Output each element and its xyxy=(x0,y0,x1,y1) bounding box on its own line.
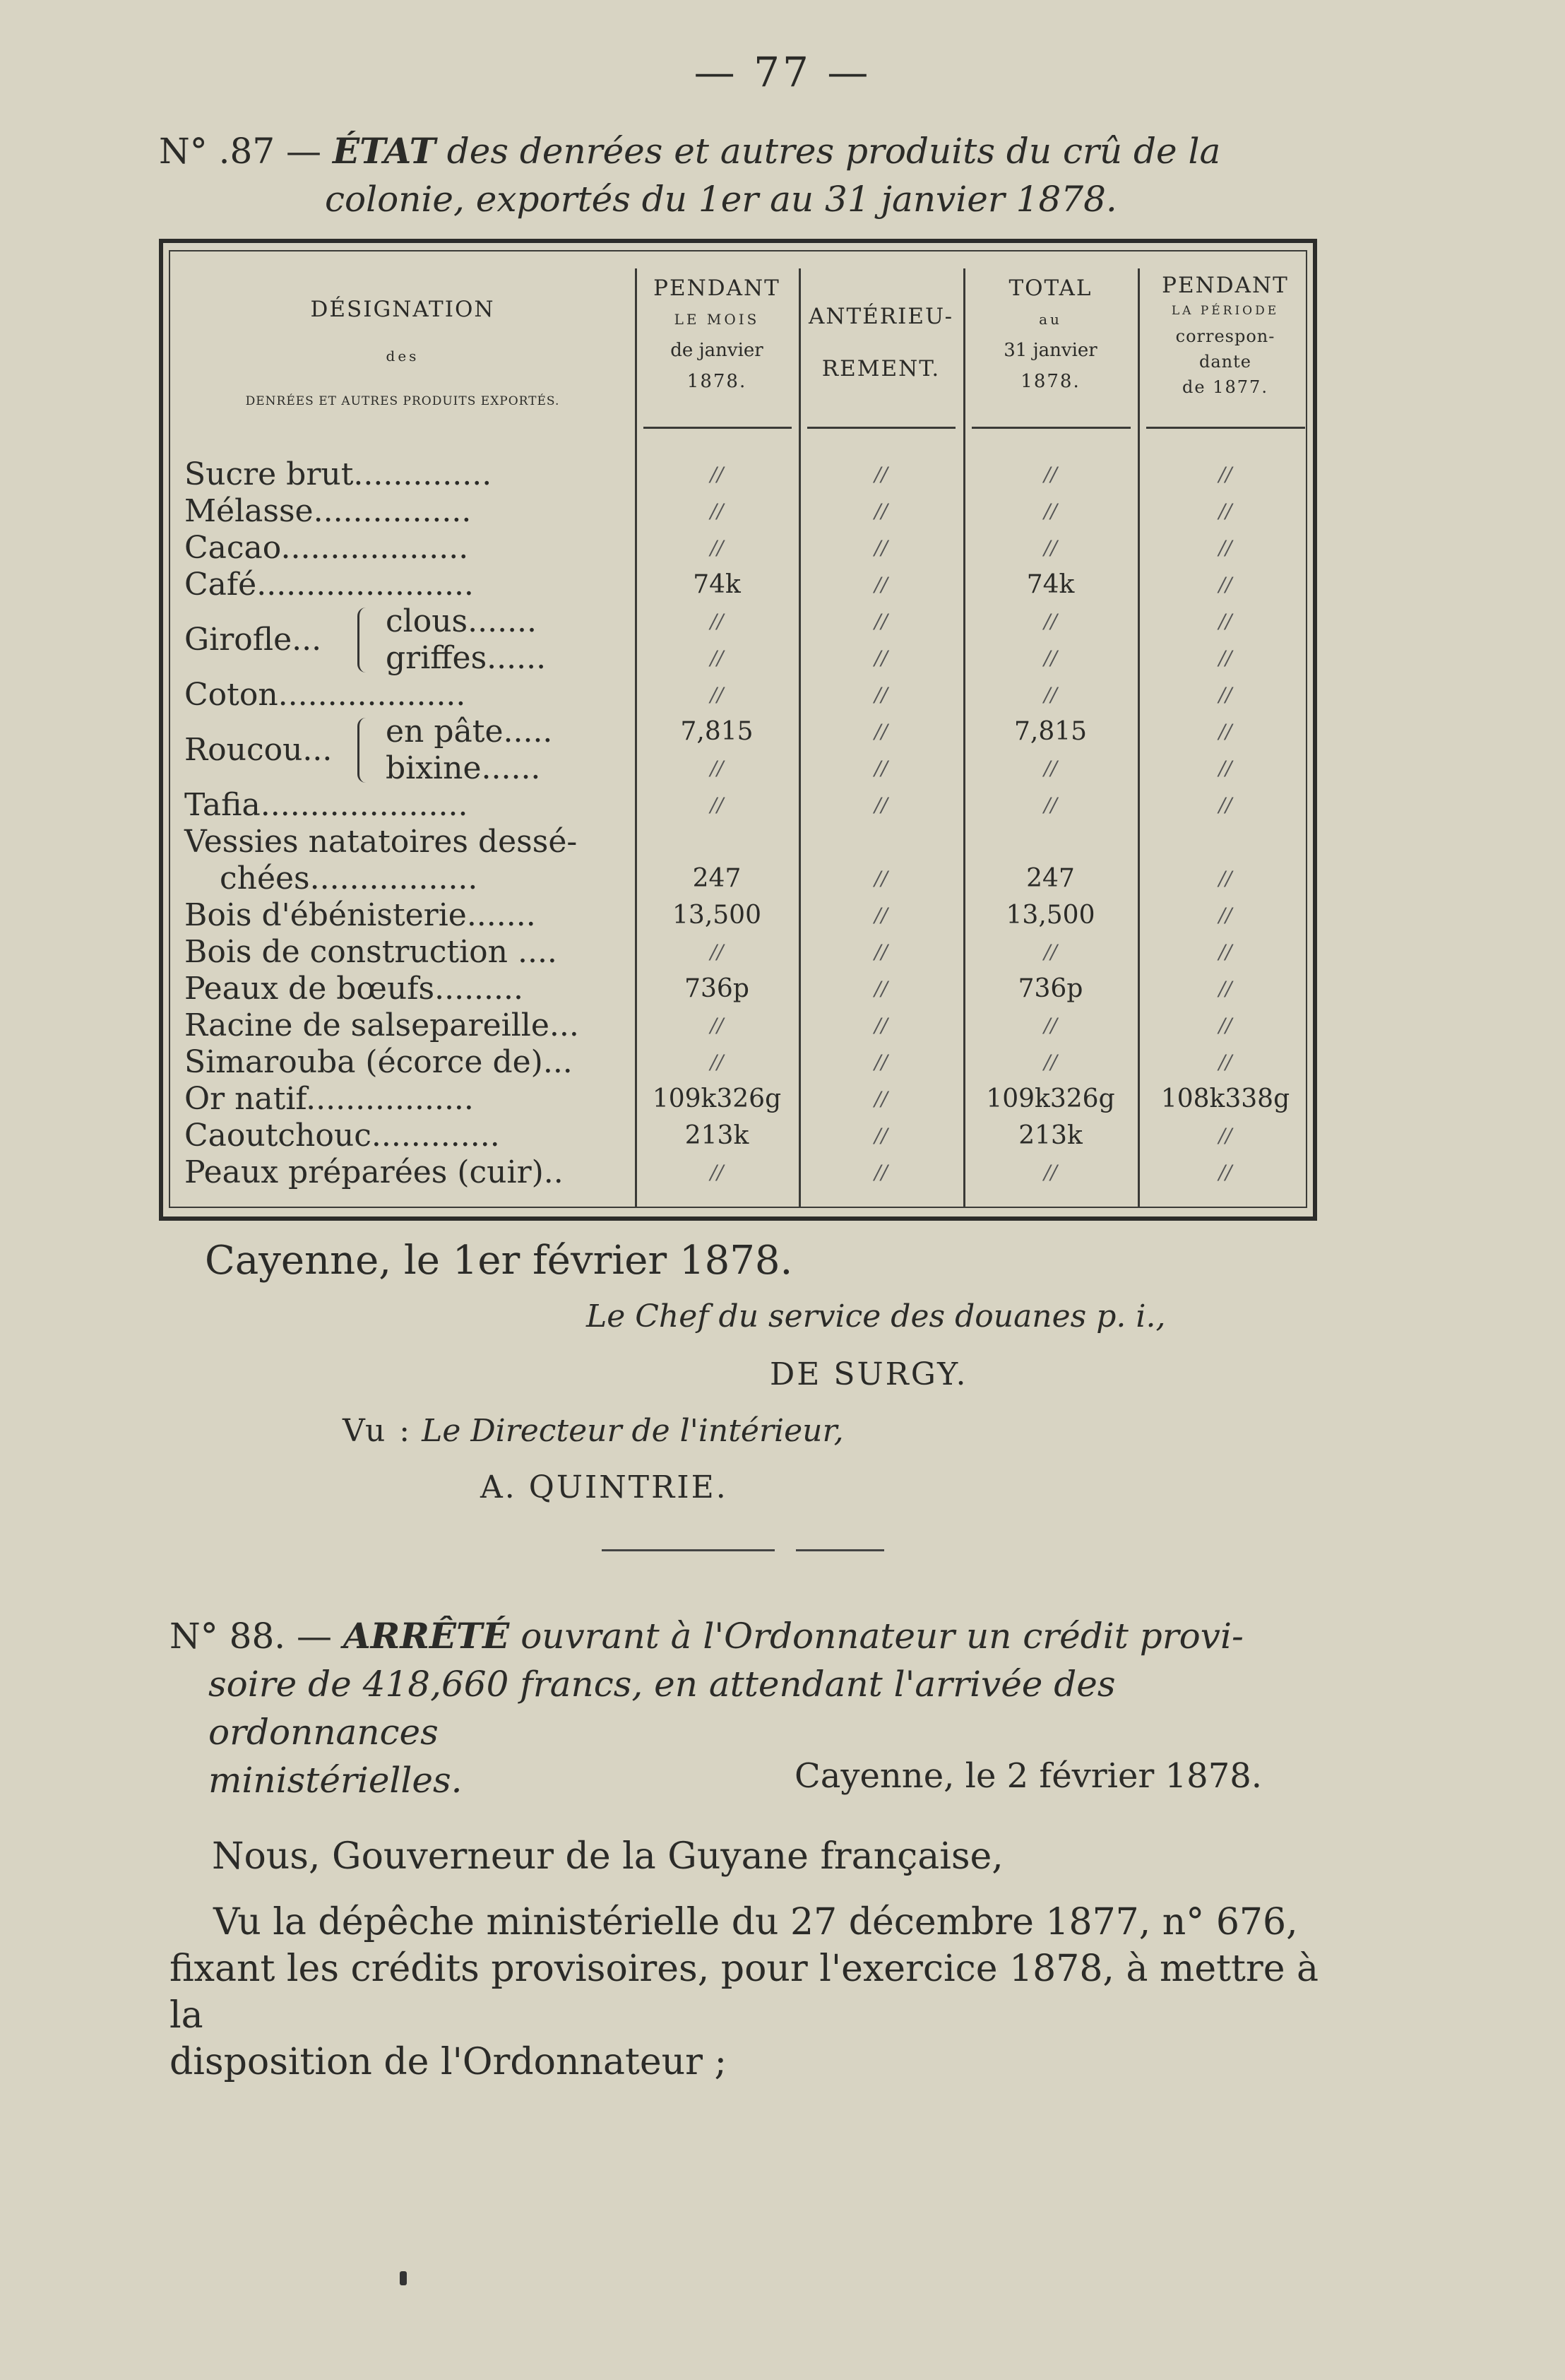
row-label: Tafia..................... xyxy=(184,787,468,823)
vu-rest: Le Directeur de l'intérieur, xyxy=(412,1413,844,1449)
doc88-lead: ARRÊTÉ xyxy=(343,1615,510,1657)
row-cell: // xyxy=(1218,757,1232,780)
page-number: — 77 — xyxy=(694,48,871,96)
ink-mark xyxy=(400,2271,407,2285)
row-cell: 109k326g xyxy=(652,1084,782,1113)
row-cell: // xyxy=(710,646,724,670)
doc87-lead: ÉTAT xyxy=(332,130,436,172)
row-cell: // xyxy=(874,904,888,927)
row-cell: // xyxy=(1218,610,1232,633)
row-cell: 247 xyxy=(692,864,742,893)
separator-rule xyxy=(602,1549,775,1551)
row-cell: 7,815 xyxy=(1013,717,1088,746)
body-vu-line1: Vu la dépêche ministérielle du 27 décembre 1877, n° 676, xyxy=(213,1901,1298,1943)
row-cell: 74k xyxy=(693,570,741,599)
header-text: 31 janvier xyxy=(1004,340,1097,361)
row-label: chées................. xyxy=(220,860,478,896)
doc87-title-line1: des denrées et autres produits du crû de la xyxy=(435,131,1221,172)
row-cell: // xyxy=(1218,573,1232,596)
row-cell: 247 xyxy=(1026,864,1075,893)
row-label: Racine de salsepareille... xyxy=(184,1007,579,1043)
row-cell: // xyxy=(1044,536,1057,560)
row-label: Café...................... xyxy=(184,567,474,603)
row-cell: // xyxy=(1218,683,1232,706)
doc88-date: Cayenne, le 2 février 1878. xyxy=(795,1756,1263,1796)
row-cell: // xyxy=(1044,463,1057,486)
row-cell: // xyxy=(1218,977,1232,1000)
row-cell: // xyxy=(1218,720,1232,743)
row-cell: // xyxy=(710,793,724,817)
header-text: correspon- xyxy=(1175,326,1275,346)
row-cell: // xyxy=(874,1161,888,1184)
table-row xyxy=(170,714,1306,750)
row-cell: // xyxy=(1044,1014,1057,1037)
closing-vu xyxy=(343,1413,844,1449)
header-text: ANTÉRIEU- xyxy=(808,304,954,329)
row-label: bixine...... xyxy=(386,750,541,786)
row-cell: // xyxy=(1044,793,1057,817)
header-text: PENDANT xyxy=(1162,273,1289,298)
header-rule xyxy=(807,427,956,429)
row-cell: 109k326g xyxy=(986,1084,1115,1113)
header-text: LA PÉRIODE xyxy=(1171,304,1280,318)
doc87-title xyxy=(159,127,1331,223)
table-row xyxy=(170,1081,1306,1118)
row-cell: // xyxy=(874,1050,888,1074)
row-cell: // xyxy=(874,610,888,633)
header-pendant-periode xyxy=(1138,273,1313,400)
header-text: de janvier xyxy=(670,340,763,361)
closing-place-date: Cayenne, le 1er février 1878. xyxy=(205,1238,793,1284)
row-cell: // xyxy=(874,977,888,1000)
brace-label-girofle: Girofle... xyxy=(184,622,322,658)
row-cell: 108k338g xyxy=(1160,1084,1290,1113)
row-cell: 736p xyxy=(1018,974,1083,1003)
header-pendant-mois xyxy=(635,273,799,397)
table-row xyxy=(170,1118,1306,1154)
row-cell: // xyxy=(1218,1014,1232,1037)
doc88-title-line2: soire de 418,660 francs, en attendant l'arrivée des ordonnances xyxy=(208,1664,1116,1753)
header-text: des xyxy=(386,348,419,365)
row-cell: // xyxy=(1218,499,1232,523)
row-cell: // xyxy=(1044,610,1057,633)
row-cell: // xyxy=(1044,1050,1057,1074)
doc87-title-line2: colonie, exportés du 1er au 31 janvier 1878. xyxy=(325,179,1117,220)
row-cell: // xyxy=(874,940,888,964)
row-label: Coton................... xyxy=(184,677,466,713)
row-cell: // xyxy=(874,1087,888,1111)
row-cell: // xyxy=(874,463,888,486)
header-text: LE MOIS xyxy=(674,311,760,328)
row-label: Sucre brut.............. xyxy=(184,456,492,492)
row-cell: 13,500 xyxy=(672,901,761,930)
header-rule xyxy=(643,427,792,429)
signature-de-surgy: DE SURGY. xyxy=(770,1356,968,1392)
row-cell: 213k xyxy=(684,1121,749,1150)
row-cell: // xyxy=(1218,536,1232,560)
row-label: Cacao................... xyxy=(184,530,469,566)
table-row xyxy=(170,1154,1306,1191)
row-label: Bois de construction .... xyxy=(184,934,557,970)
header-text: 1878. xyxy=(686,371,747,392)
header-designation xyxy=(170,294,635,417)
table-row xyxy=(170,860,1306,897)
row-label: Simarouba (écorce de)... xyxy=(184,1044,573,1080)
body-vu-paragraph xyxy=(169,1899,1328,2085)
row-cell: // xyxy=(1218,940,1232,964)
row-cell: // xyxy=(710,536,724,560)
table-row xyxy=(170,456,1306,493)
row-label: Mélasse................ xyxy=(184,493,472,529)
header-text: dante xyxy=(1199,352,1251,372)
table-row xyxy=(170,971,1306,1007)
row-cell: // xyxy=(1218,867,1232,890)
row-cell: // xyxy=(710,610,724,633)
header-text: PENDANT xyxy=(653,276,780,301)
table-row xyxy=(170,530,1306,567)
vu-label: Vu : xyxy=(343,1413,412,1449)
row-cell: // xyxy=(1044,757,1057,780)
row-cell: // xyxy=(874,720,888,743)
row-cell: 213k xyxy=(1018,1121,1083,1150)
header-rule xyxy=(1146,427,1305,429)
table-row xyxy=(170,750,1306,787)
row-label: Peaux préparées (cuir).. xyxy=(184,1154,564,1190)
row-cell: 74k xyxy=(1026,570,1075,599)
table-row xyxy=(170,603,1306,640)
row-cell: // xyxy=(1218,463,1232,486)
separator-rule xyxy=(796,1549,884,1551)
brace-label-roucou: Roucou... xyxy=(184,732,333,768)
row-cell: 736p xyxy=(684,974,749,1003)
table-row xyxy=(170,1044,1306,1081)
row-cell: // xyxy=(1044,499,1057,523)
row-label: Or natif................. xyxy=(184,1081,474,1117)
row-cell: // xyxy=(1218,904,1232,927)
brace-icon xyxy=(357,608,372,673)
brace-icon xyxy=(357,718,372,783)
table-row xyxy=(170,824,1306,860)
row-cell: // xyxy=(1218,1124,1232,1147)
header-total xyxy=(963,273,1138,397)
table-row xyxy=(170,567,1306,603)
row-cell: // xyxy=(1218,1050,1232,1074)
closing-chef: Le Chef du service des douanes p. i., xyxy=(586,1298,1166,1334)
header-text: REMENT. xyxy=(821,356,941,381)
row-label: Caoutchouc............. xyxy=(184,1118,500,1154)
header-text: au xyxy=(1039,311,1062,328)
row-label: clous....... xyxy=(386,603,537,639)
doc87-number: N° .87 — xyxy=(159,131,322,172)
row-cell: // xyxy=(1044,683,1057,706)
row-cell: // xyxy=(874,793,888,817)
row-cell: // xyxy=(710,499,724,523)
table-row xyxy=(170,640,1306,677)
table-row xyxy=(170,934,1306,971)
doc88-number: N° 88. — xyxy=(169,1616,333,1657)
row-cell: // xyxy=(710,757,724,780)
table-row xyxy=(170,677,1306,714)
body-vu-line3: disposition de l'Ordonnateur ; xyxy=(169,2041,727,2083)
table-row xyxy=(170,1007,1306,1044)
header-text: DENRÉES ET AUTRES PRODUITS EXPORTÉS. xyxy=(245,394,560,408)
row-cell: 13,500 xyxy=(1006,901,1095,930)
row-label: griffes...... xyxy=(386,640,547,676)
row-cell: // xyxy=(1218,646,1232,670)
header-text: 1878. xyxy=(1020,371,1081,392)
signature-quintrie: A. QUINTRIE. xyxy=(480,1469,728,1505)
row-cell: // xyxy=(710,683,724,706)
table-inner-frame xyxy=(169,250,1307,1208)
row-cell: // xyxy=(874,867,888,890)
table-row xyxy=(170,493,1306,530)
row-cell: // xyxy=(874,573,888,596)
row-label: Bois d'ébénisterie....... xyxy=(184,897,536,933)
row-cell: // xyxy=(874,1124,888,1147)
row-cell: 7,815 xyxy=(680,717,754,746)
row-cell: // xyxy=(874,646,888,670)
header-text: DÉSIGNATION xyxy=(310,297,495,322)
row-cell: // xyxy=(710,1161,724,1184)
row-cell: // xyxy=(1044,940,1057,964)
row-cell: // xyxy=(874,757,888,780)
row-cell: // xyxy=(1218,793,1232,817)
row-cell: // xyxy=(710,1050,724,1074)
doc88-title-line3: ministérielles. xyxy=(208,1760,463,1801)
header-anterieurement xyxy=(799,301,963,384)
row-cell: // xyxy=(874,1014,888,1037)
row-cell: // xyxy=(710,463,724,486)
table-row xyxy=(170,897,1306,934)
row-cell: // xyxy=(1044,646,1057,670)
row-label: Peaux de bœufs......... xyxy=(184,971,523,1007)
row-cell: // xyxy=(710,1014,724,1037)
export-table xyxy=(159,239,1317,1221)
row-label: Vessies natatoires dessé- xyxy=(184,824,578,860)
row-cell: // xyxy=(874,536,888,560)
row-label: en pâte..... xyxy=(386,714,553,750)
row-cell: // xyxy=(1218,1161,1232,1184)
row-cell: // xyxy=(874,683,888,706)
header-text: TOTAL xyxy=(1008,276,1093,301)
row-cell: // xyxy=(1044,1161,1057,1184)
table-row xyxy=(170,787,1306,824)
body-vu-line2: fixant les crédits provisoires, pour l'exercice 1878, à mettre à la xyxy=(169,1948,1319,2037)
row-cell: // xyxy=(710,940,724,964)
row-cell: // xyxy=(874,499,888,523)
header-text: de 1877. xyxy=(1182,377,1268,397)
header-rule xyxy=(972,427,1131,429)
body-nous: Nous, Gouverneur de la Guyane française, xyxy=(212,1835,1004,1878)
doc88-title-line1: ouvrant à l'Ordonnateur un crédit provi- xyxy=(509,1616,1244,1657)
